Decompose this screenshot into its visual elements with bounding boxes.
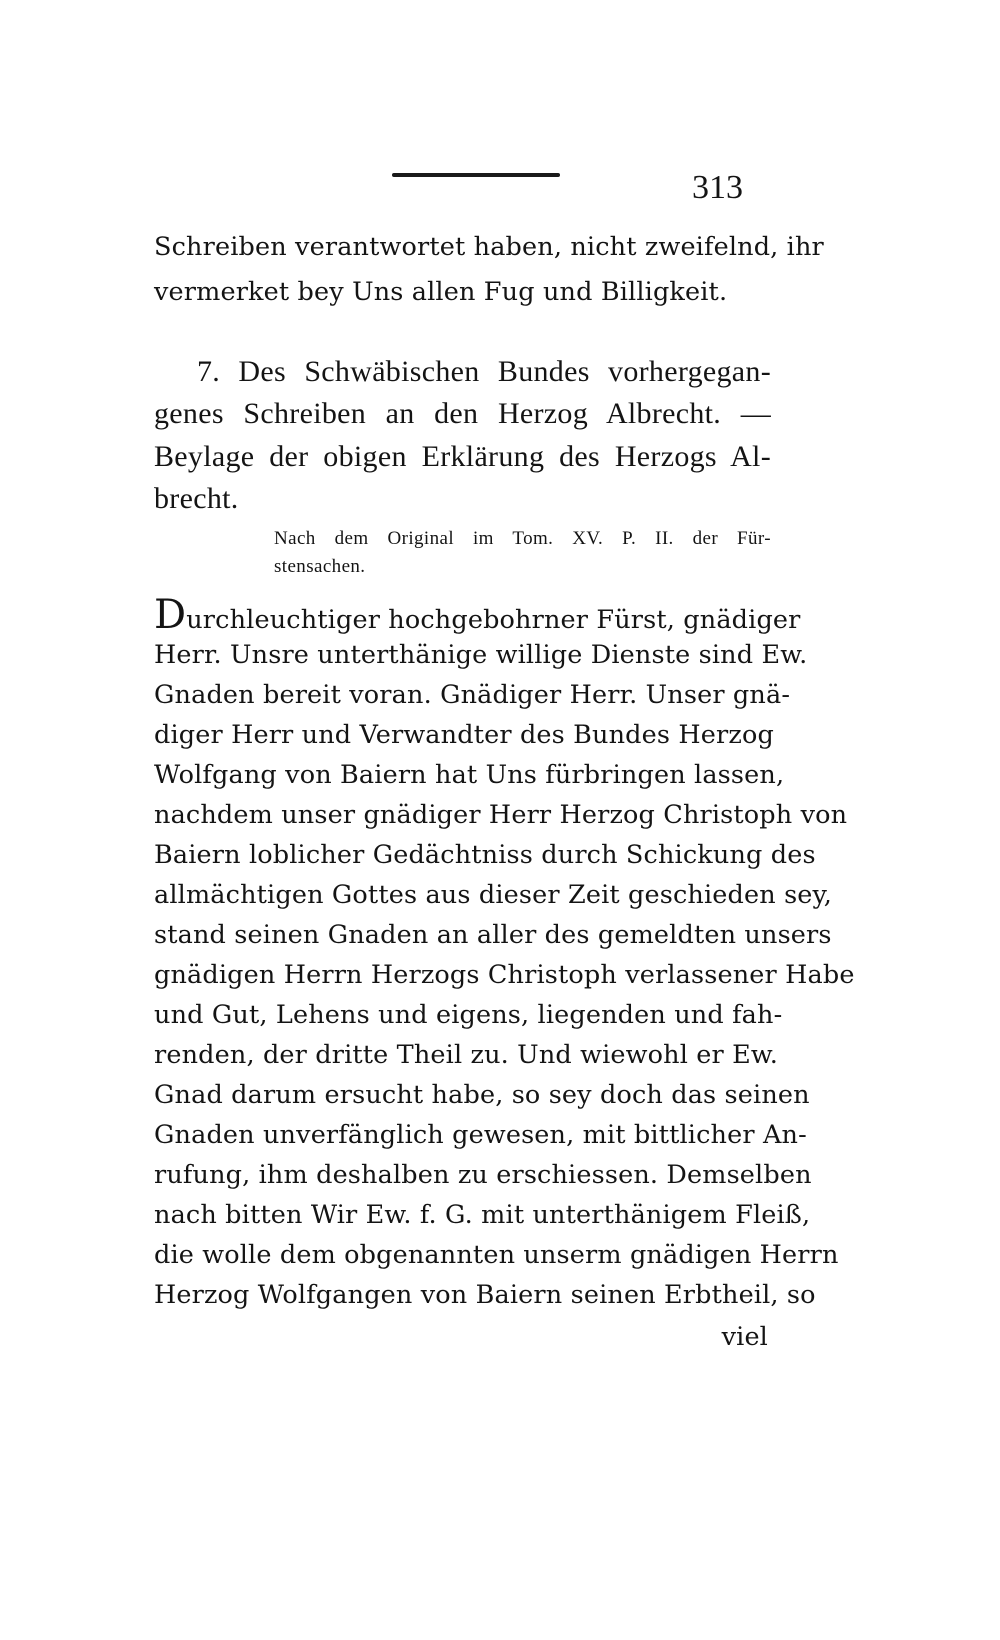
letter-line: diger Herr und Verwandter des Bundes Herzog — [154, 720, 774, 750]
letter-line: nachdem unser gnädiger Herr Herzog Christoph von — [154, 800, 848, 830]
letter-line: Herzog Wolfgangen von Baiern seinen Erbtheil, so — [154, 1280, 816, 1310]
page-number: 313 — [692, 169, 743, 206]
letter-line: und Gut, Lehens und eigens, liegenden und fah- — [154, 1000, 783, 1030]
section-heading-line: 7. Des Schwäbischen Bundes vorhergegan- — [197, 355, 771, 388]
letter-line: gnädigen Herrn Herzogs Christoph verlassener Habe — [154, 960, 855, 990]
text-line: Schreiben verantwortet haben, nicht zweifelnd, ihr — [154, 232, 824, 262]
letter-line: renden, der dritte Theil zu. Und wiewohl er Ew. — [154, 1040, 779, 1070]
letter-line: rufung, ihm deshalben zu erschiessen. Demselben — [154, 1160, 812, 1190]
text-line: vermerket bey Uns allen Fug und Billigkeit. — [154, 277, 728, 307]
catchword: viel — [721, 1322, 768, 1352]
letter-line: Baiern loblicher Gedächtniss durch Schickung des — [154, 840, 816, 870]
first-line-text: urchleuchtiger hochgebohrner Fürst, gnädiger — [186, 605, 801, 635]
section-heading-line: Beylage der obigen Erklärung des Herzogs Al- — [154, 440, 771, 473]
drop-initial: D — [154, 592, 187, 638]
letter-line: nach bitten Wir Ew. f. G. mit unterthänigem Fleiß, — [154, 1200, 811, 1230]
letter-line: Gnad darum ersucht habe, so sey doch das seinen — [154, 1080, 810, 1110]
letter-line: stand seinen Gnaden an aller des gemeldten unsers — [154, 920, 832, 950]
letter-line: Gnaden unverfänglich gewesen, mit bittlicher An- — [154, 1120, 807, 1150]
letter-line: die wolle dem obgenannten unserm gnädigen Herrn — [154, 1240, 839, 1270]
letter-line: allmächtigen Gottes aus dieser Zeit geschieden sey, — [154, 880, 832, 910]
letter-line: Herr. Unsre unterthänige willige Dienste sind Ew. — [154, 640, 808, 670]
section-heading-line: brecht. — [154, 482, 239, 515]
source-note-line: Nach dem Original im Tom. XV. P. II. der Für- — [274, 528, 771, 549]
source-note-line: stensachen. — [274, 556, 366, 577]
section-heading-line: genes Schreiben an den Herzog Albrecht. — — [154, 397, 771, 430]
letter-line: Gnaden bereit voran. Gnädiger Herr. Unser gnä- — [154, 680, 791, 710]
letter-first-line — [154, 592, 801, 638]
letter-line: Wolfgang von Baiern hat Uns fürbringen lassen, — [154, 760, 785, 790]
header-rule — [392, 173, 560, 177]
